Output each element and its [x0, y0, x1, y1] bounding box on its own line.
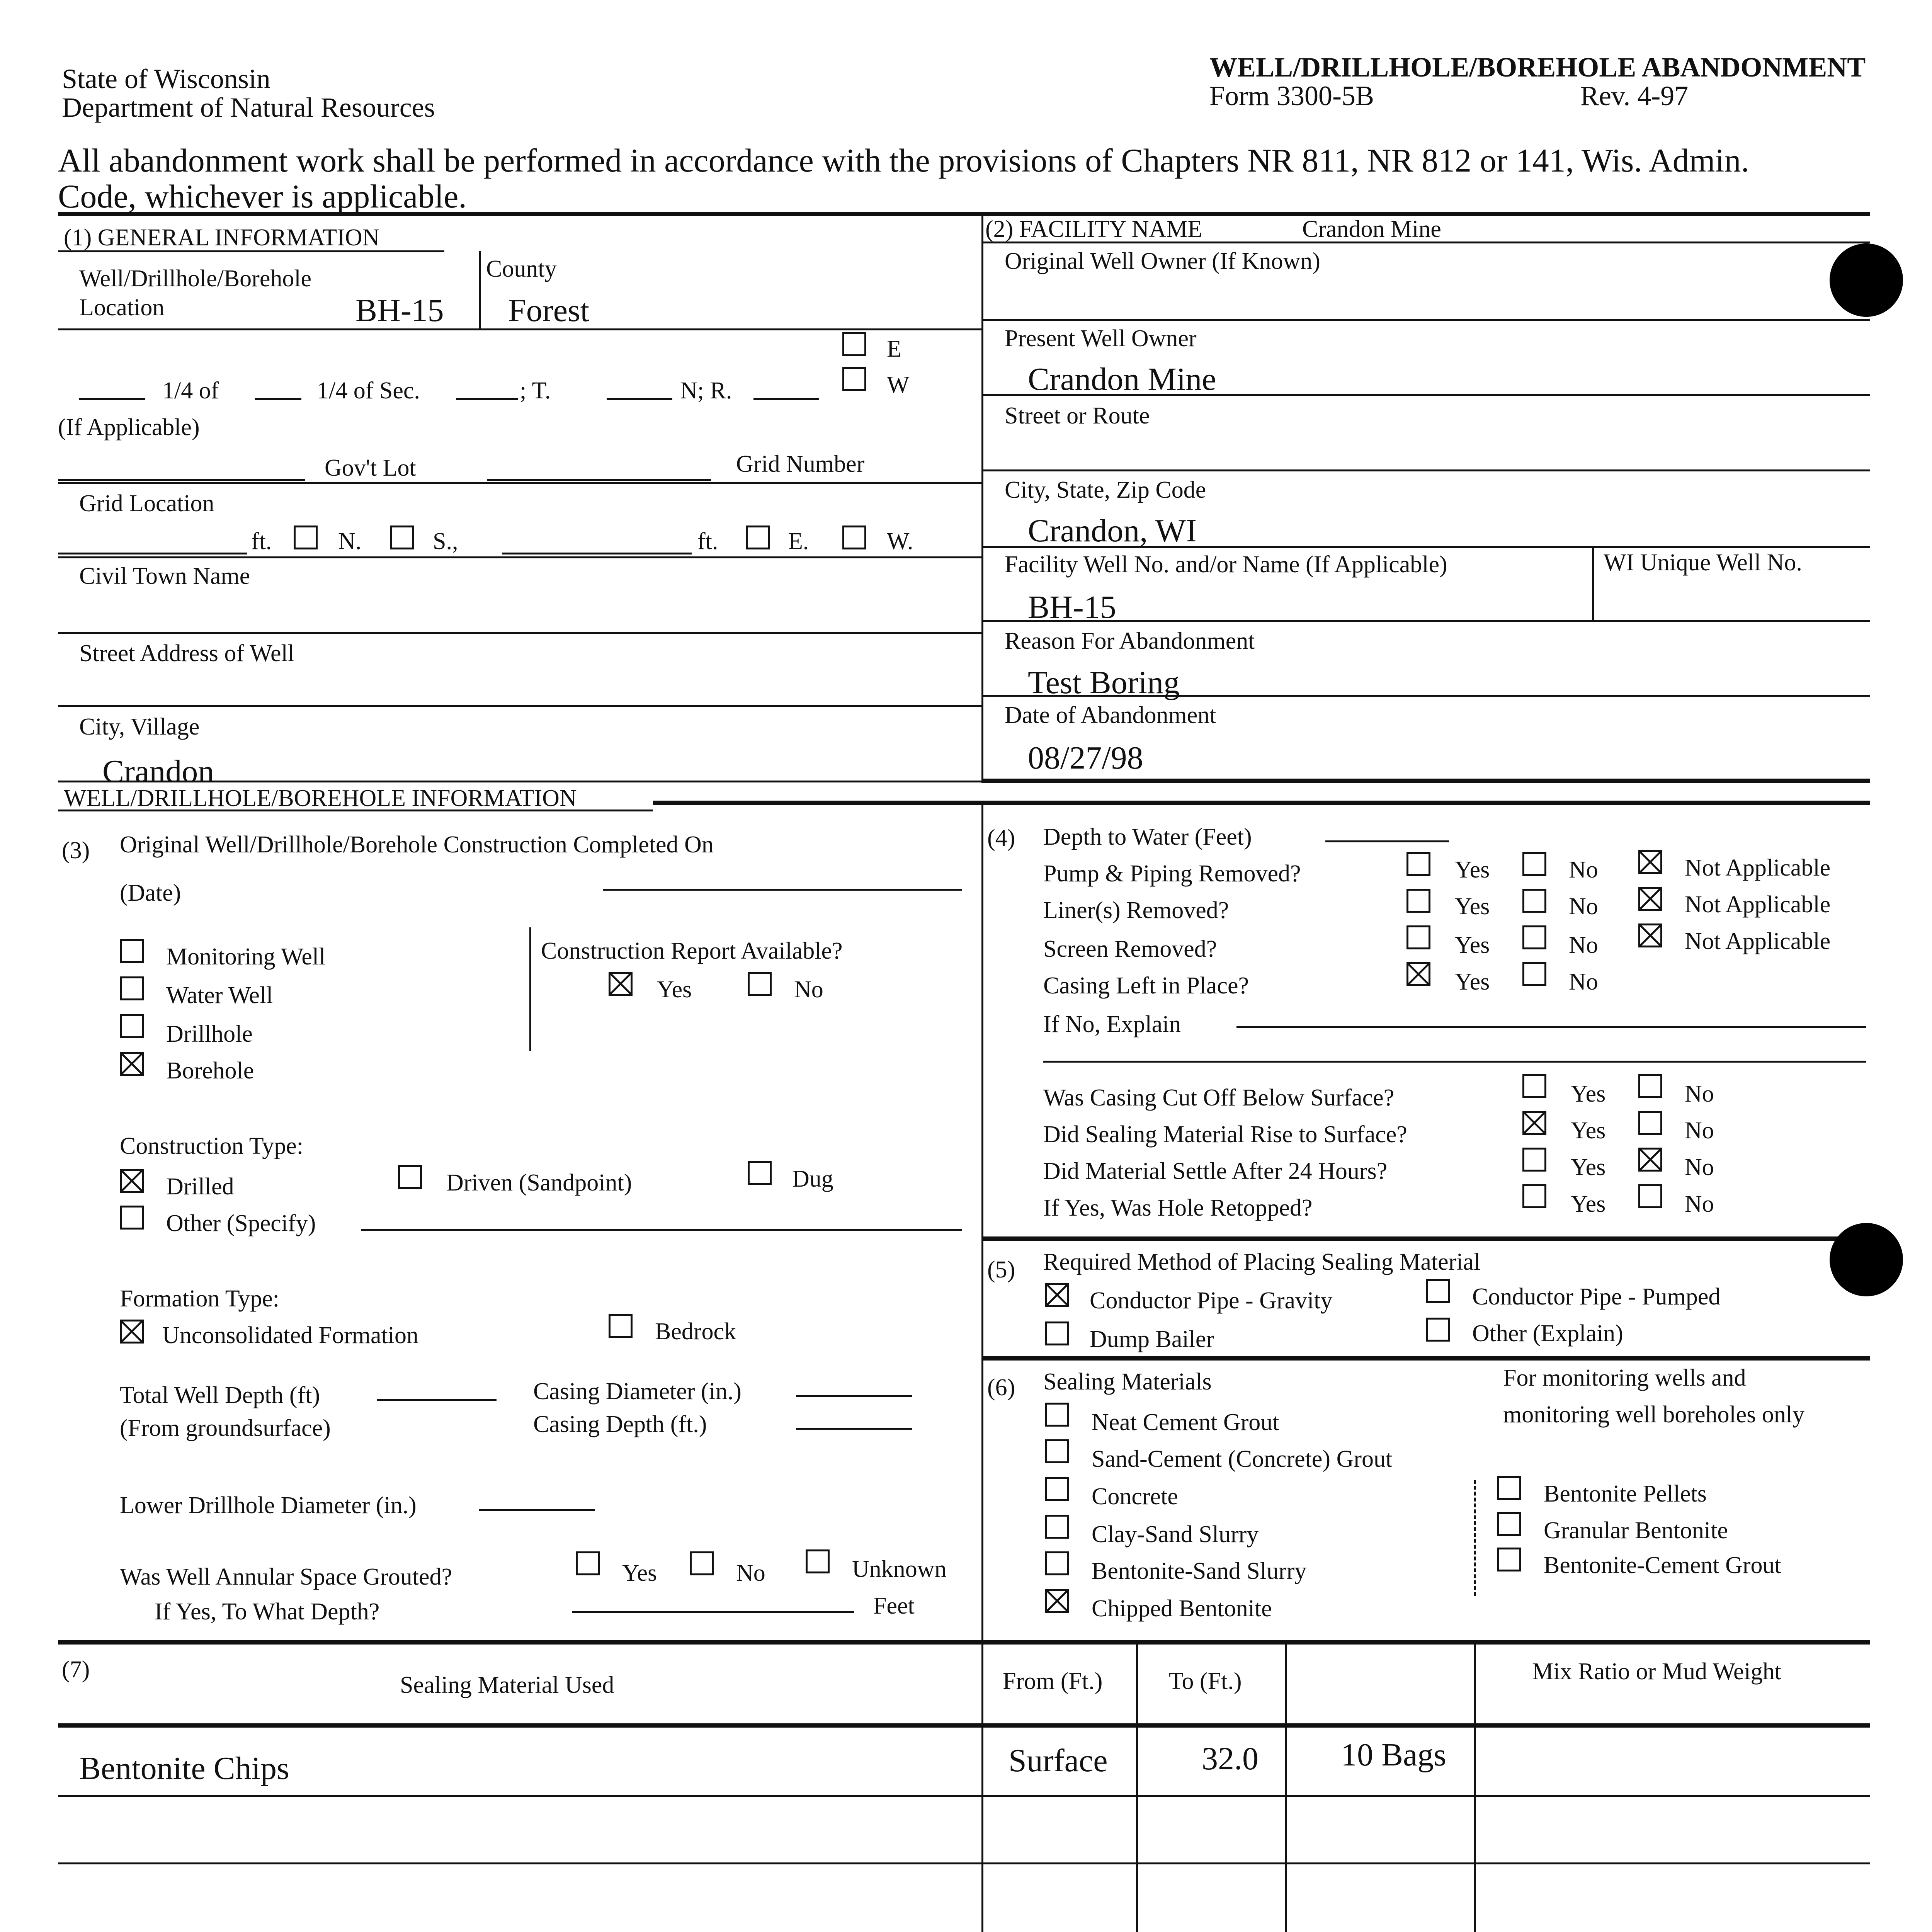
yes-label: Yes — [1571, 1191, 1606, 1217]
to-header: To (Ft.) — [1169, 1668, 1242, 1694]
if-no-explain-label: If No, Explain — [1043, 1011, 1181, 1037]
if-no-explain-blank[interactable] — [1236, 1026, 1866, 1028]
other-specify-label: Other (Specify) — [166, 1210, 316, 1236]
heavy-rule — [58, 1640, 1870, 1645]
no-label: No — [1685, 1117, 1714, 1144]
pump-no-checkbox[interactable] — [1522, 852, 1546, 876]
sand-cement-checkbox[interactable] — [1045, 1439, 1069, 1463]
west-checkbox[interactable] — [842, 367, 866, 391]
yes-label: Yes — [1455, 857, 1490, 883]
construction-type-label: Construction Type: — [120, 1133, 303, 1159]
township-label: ; T. — [520, 378, 551, 404]
pumped-label: Conductor Pipe - Pumped — [1472, 1284, 1721, 1310]
retopped-label: If Yes, Was Hole Retopped? — [1043, 1195, 1313, 1221]
city-village-value[interactable]: Crandon — [102, 753, 214, 789]
screen-label: Screen Removed? — [1043, 936, 1217, 962]
retopped-yes-checkbox[interactable] — [1522, 1184, 1546, 1208]
monitor-item-label: Bentonite-Cement Grout — [1544, 1552, 1781, 1578]
sec-blank[interactable] — [456, 398, 518, 400]
section-3-number: (3) — [62, 837, 90, 864]
screen-no-checkbox[interactable] — [1522, 925, 1546, 949]
heavy-rule — [981, 1356, 1870, 1361]
lower-diameter-label: Lower Drillhole Diameter (in.) — [120, 1492, 417, 1519]
form-revision: Rev. 4-97 — [1580, 80, 1689, 111]
driven-checkbox[interactable] — [398, 1165, 422, 1189]
south-checkbox[interactable] — [390, 526, 414, 549]
west-label: W — [887, 372, 910, 398]
grid-ft-ew-blank[interactable] — [502, 553, 692, 554]
bedrock-checkbox[interactable] — [609, 1314, 633, 1338]
material-settle-label: Did Material Settle After 24 Hours? — [1043, 1158, 1388, 1184]
water-well-checkbox[interactable] — [120, 976, 144, 1000]
no-label: No — [1685, 1081, 1714, 1107]
table-cell-quantity[interactable]: 10 Bags — [1341, 1737, 1446, 1773]
liner-label: Liner(s) Removed? — [1043, 897, 1229, 923]
other-explain-label: Other (Explain) — [1472, 1320, 1623, 1347]
construction-report-yes-checkbox[interactable] — [609, 972, 633, 996]
feet-label: Feet — [873, 1593, 915, 1619]
street-route-label: Street or Route — [1005, 403, 1150, 429]
table-col — [981, 1644, 983, 1932]
no-label: No — [794, 976, 823, 1003]
construction-report-divider — [529, 927, 531, 1051]
material-settle-no-checkbox[interactable] — [1638, 1148, 1662, 1172]
city-state-zip-value[interactable]: Crandon, WI — [1028, 513, 1197, 549]
quarter-blank[interactable] — [79, 398, 145, 400]
drilled-label: Drilled — [166, 1173, 234, 1200]
row-rule — [58, 705, 981, 707]
what-depth-blank[interactable] — [572, 1611, 854, 1613]
date-abandon-value[interactable]: 08/27/98 — [1028, 740, 1143, 776]
table-cell-to[interactable]: 32.0 — [1202, 1741, 1259, 1777]
intro-line-2: Code, whichever is applicable. — [58, 178, 467, 215]
dump-bailer-checkbox[interactable] — [1045, 1321, 1069, 1345]
dug-label: Dug — [792, 1166, 833, 1192]
casing-depth-blank[interactable] — [796, 1428, 912, 1430]
section-6-title: Sealing Materials — [1043, 1369, 1212, 1395]
type-label: Drillhole — [166, 1021, 253, 1047]
table-row-rule — [58, 1862, 1870, 1864]
from-ground-label: (From groundsurface) — [120, 1415, 331, 1441]
material-label: Sand-Cement (Concrete) Grout — [1092, 1446, 1393, 1472]
material-rise-label: Did Sealing Material Rise to Surface? — [1043, 1121, 1407, 1148]
no-label: No — [1685, 1191, 1714, 1217]
facility-well-value[interactable]: BH-15 — [1028, 589, 1116, 625]
material-label: Concrete — [1092, 1483, 1178, 1510]
na-label: Not Applicable — [1685, 891, 1831, 918]
east-grid-checkbox[interactable] — [746, 526, 770, 549]
date-label: (Date) — [120, 880, 181, 906]
section-1-underline — [58, 250, 444, 252]
annular-unknown-checkbox[interactable] — [806, 1549, 830, 1573]
casing-left-label: Casing Left in Place? — [1043, 973, 1249, 999]
row-rule — [981, 319, 1870, 321]
punch-hole — [1830, 243, 1903, 317]
lower-diameter-blank[interactable] — [479, 1509, 595, 1511]
no-label: No — [1569, 969, 1598, 995]
material-label: Clay-Sand Slurry — [1092, 1521, 1259, 1548]
borehole-checkbox[interactable] — [120, 1052, 144, 1076]
no-label: No — [1569, 857, 1598, 883]
other-specify-blank[interactable] — [361, 1229, 962, 1231]
section-6-number: (6) — [987, 1374, 1015, 1401]
heavy-rule — [981, 779, 1870, 783]
row-rule — [981, 620, 1870, 622]
formation-type-label: Formation Type: — [120, 1286, 279, 1312]
retopped-no-checkbox[interactable] — [1638, 1184, 1662, 1208]
bedrock-label: Bedrock — [655, 1318, 736, 1345]
drilled-checkbox[interactable] — [120, 1169, 144, 1193]
what-depth-label: If Yes, To What Depth? — [155, 1599, 380, 1625]
material-label: Bentonite-Sand Slurry — [1092, 1558, 1307, 1584]
casing-cut-yes-checkbox[interactable] — [1522, 1074, 1546, 1098]
city-village-label: City, Village — [79, 714, 200, 740]
row-rule — [981, 695, 1870, 697]
gravity-checkbox[interactable] — [1045, 1283, 1069, 1307]
material-rise-no-checkbox[interactable] — [1638, 1111, 1662, 1135]
grid-number-blank[interactable] — [487, 479, 711, 481]
yes-label: Yes — [1455, 969, 1490, 995]
quarter-sec-label: 1/4 of Sec. — [317, 378, 420, 404]
row-rule — [981, 469, 1870, 471]
pumped-checkbox[interactable] — [1426, 1279, 1450, 1303]
wi-unique-label: WI Unique Well No. — [1604, 549, 1802, 576]
concrete-checkbox[interactable] — [1045, 1477, 1069, 1501]
drillhole-checkbox[interactable] — [120, 1014, 144, 1038]
na-label: Not Applicable — [1685, 928, 1831, 954]
quarter-sec-blank[interactable] — [255, 398, 301, 400]
quarter-of-label: 1/4 of — [162, 378, 219, 404]
street-address-label: Street Address of Well — [79, 640, 294, 667]
monitor-note-1: For monitoring wells and — [1503, 1365, 1746, 1391]
table-col — [1136, 1644, 1138, 1932]
department-name: Department of Natural Resources — [62, 92, 435, 123]
type-label: Monitoring Well — [166, 944, 326, 970]
civil-town-label: Civil Town Name — [79, 563, 250, 589]
material-rise-yes-checkbox[interactable] — [1522, 1111, 1546, 1135]
pump-yes-checkbox[interactable] — [1406, 852, 1430, 876]
yes-label: Yes — [622, 1560, 657, 1586]
neat-cement-checkbox[interactable] — [1045, 1403, 1069, 1427]
column-divider — [981, 804, 983, 1642]
construction-date-blank[interactable] — [603, 889, 962, 891]
liner-no-checkbox[interactable] — [1522, 889, 1546, 913]
material-settle-yes-checkbox[interactable] — [1522, 1148, 1546, 1172]
no-label: No — [1569, 932, 1598, 958]
bentonite-cement-checkbox[interactable] — [1497, 1548, 1521, 1571]
east-label: E — [887, 336, 901, 362]
table-col — [1285, 1644, 1287, 1932]
west-grid-label: W. — [887, 528, 913, 554]
sealing-material-header: Sealing Material Used — [400, 1672, 614, 1698]
yes-label: Yes — [1455, 932, 1490, 958]
granular-bentonite-checkbox[interactable] — [1497, 1512, 1521, 1536]
well-info-underline — [58, 810, 653, 811]
govt-lot-label: Gov't Lot — [325, 455, 416, 481]
ft-label: ft. — [697, 528, 718, 554]
yes-label: Yes — [1571, 1117, 1606, 1144]
type-label: Borehole — [166, 1058, 254, 1084]
row-rule — [58, 328, 981, 330]
original-owner-label: Original Well Owner (If Known) — [1005, 248, 1320, 274]
casing-left-no-checkbox[interactable] — [1522, 962, 1546, 986]
reason-label: Reason For Abandonment — [1005, 628, 1255, 654]
grid-location-label: Grid Location — [79, 490, 214, 517]
section-1-title: (1) GENERAL INFORMATION — [64, 224, 380, 251]
grid-number-label: Grid Number — [736, 451, 865, 477]
location-label-2: Location — [79, 294, 165, 321]
east-checkbox[interactable] — [842, 332, 866, 356]
annular-no-checkbox[interactable] — [690, 1551, 714, 1575]
screen-na-checkbox[interactable] — [1638, 923, 1662, 947]
govt-lot-blank[interactable] — [58, 479, 305, 481]
column-divider — [981, 214, 983, 782]
unconsolidated-label: Unconsolidated Formation — [162, 1322, 418, 1349]
section-5-number: (5) — [987, 1257, 1015, 1283]
gravity-label: Conductor Pipe - Gravity — [1090, 1287, 1333, 1314]
heavy-rule — [981, 1236, 1870, 1241]
if-no-explain-blank-2[interactable] — [1043, 1061, 1866, 1063]
if-applicable-label: (If Applicable) — [58, 414, 200, 440]
county-divider — [479, 251, 481, 330]
yes-label: Yes — [1571, 1081, 1606, 1107]
monitor-divider — [1474, 1480, 1476, 1596]
yes-label: Yes — [657, 976, 692, 1003]
depth-to-water-blank[interactable] — [1325, 840, 1449, 842]
row-rule — [981, 394, 1870, 396]
type-label: Water Well — [166, 982, 273, 1009]
bentonite-pellets-checkbox[interactable] — [1497, 1476, 1521, 1500]
intro-line-1: All abandonment work shall be performed in accordance with the provisions of Chapters NR 811, NR 812 or 141, Wis. Admin. — [58, 142, 1749, 179]
wi-unique-divider — [1592, 546, 1594, 621]
range-label: N; R. — [680, 378, 732, 404]
clay-sand-checkbox[interactable] — [1045, 1515, 1069, 1539]
present-owner-label: Present Well Owner — [1005, 325, 1197, 352]
dump-bailer-label: Dump Bailer — [1090, 1326, 1214, 1352]
north-checkbox[interactable] — [294, 526, 318, 549]
other-explain-checkbox[interactable] — [1426, 1318, 1450, 1342]
annular-yes-checkbox[interactable] — [576, 1551, 600, 1575]
north-label: N. — [338, 528, 362, 554]
dug-checkbox[interactable] — [748, 1161, 772, 1185]
table-col — [1474, 1644, 1476, 1932]
table-cell-material[interactable]: Bentonite Chips — [79, 1750, 289, 1786]
county-label: County — [486, 256, 557, 282]
total-depth-label: Total Well Depth (ft) — [120, 1382, 320, 1408]
section-2-title: (2) FACILITY NAME — [985, 216, 1202, 242]
casing-diameter-label: Casing Diameter (in.) — [533, 1378, 742, 1405]
casing-depth-label: Casing Depth (ft.) — [533, 1411, 707, 1437]
table-cell-from[interactable]: Surface — [1009, 1743, 1108, 1779]
depth-to-water-label: Depth to Water (Feet) — [1043, 824, 1252, 850]
bentonite-sand-checkbox[interactable] — [1045, 1551, 1069, 1575]
location-label: Well/Drillhole/Borehole — [79, 265, 312, 292]
annular-label: Was Well Annular Space Grouted? — [120, 1564, 452, 1590]
state-name: State of Wisconsin — [62, 63, 270, 94]
screen-yes-checkbox[interactable] — [1406, 925, 1430, 949]
from-header: From (Ft.) — [1003, 1668, 1103, 1694]
township-blank[interactable] — [607, 398, 672, 400]
material-label: Neat Cement Grout — [1092, 1409, 1279, 1435]
row-rule — [58, 482, 981, 484]
no-label: No — [1569, 893, 1598, 920]
total-depth-blank[interactable] — [377, 1399, 497, 1401]
chipped-bentonite-checkbox[interactable] — [1045, 1589, 1069, 1613]
range-blank[interactable] — [753, 398, 819, 400]
construction-report-label: Construction Report Available? — [541, 938, 843, 964]
liner-na-checkbox[interactable] — [1638, 887, 1662, 911]
construction-report-no-checkbox[interactable] — [748, 972, 772, 996]
monitor-item-label: Granular Bentonite — [1544, 1517, 1728, 1544]
no-label: No — [736, 1560, 765, 1586]
monitoring-well-checkbox[interactable] — [120, 939, 144, 963]
section-3-label: Original Well/Drillhole/Borehole Construction Completed On — [120, 832, 714, 858]
facility-well-label: Facility Well No. and/or Name (If Applicable) — [1005, 551, 1447, 578]
material-label: Chipped Bentonite — [1092, 1595, 1272, 1622]
mix-ratio-header: Mix Ratio or Mud Weight — [1532, 1658, 1781, 1685]
table-row-rule — [58, 1795, 1870, 1797]
reason-value[interactable]: Test Boring — [1028, 665, 1180, 701]
yes-label: Yes — [1571, 1154, 1606, 1180]
row-rule — [58, 781, 981, 782]
ft-label: ft. — [251, 528, 272, 554]
county-value[interactable]: Forest — [508, 293, 589, 328]
row-rule — [58, 632, 981, 634]
monitor-note-2: monitoring well boreholes only — [1503, 1401, 1805, 1428]
punch-hole — [1830, 1223, 1903, 1296]
top-rule — [58, 212, 1870, 216]
no-label: No — [1685, 1154, 1714, 1180]
section-7-number: (7) — [62, 1656, 90, 1683]
facility-name-value[interactable]: Crandon Mine — [1302, 216, 1441, 242]
south-label: S., — [433, 528, 458, 554]
driven-label: Driven (Sandpoint) — [446, 1170, 632, 1196]
other-type-checkbox[interactable] — [120, 1206, 144, 1230]
date-abandon-label: Date of Abandonment — [1005, 702, 1216, 728]
unknown-label: Unknown — [852, 1556, 947, 1582]
form-number: Form 3300-5B — [1209, 80, 1374, 111]
pump-piping-label: Pump & Piping Removed? — [1043, 861, 1301, 887]
grid-ft-ns-blank[interactable] — [58, 553, 247, 554]
row-rule — [981, 546, 1870, 548]
present-owner-value[interactable]: Crandon Mine — [1028, 361, 1216, 397]
casing-left-yes-checkbox[interactable] — [1406, 962, 1430, 986]
section-5-title: Required Method of Placing Sealing Material — [1043, 1249, 1481, 1275]
liner-yes-checkbox[interactable] — [1406, 889, 1430, 913]
heavy-rule — [58, 1723, 1870, 1728]
casing-cut-no-checkbox[interactable] — [1638, 1074, 1662, 1098]
form-title: WELL/DRILLHOLE/BOREHOLE ABANDONMENT — [1209, 52, 1866, 83]
casing-cut-label: Was Casing Cut Off Below Surface? — [1043, 1085, 1395, 1111]
monitor-item-label: Bentonite Pellets — [1544, 1481, 1707, 1507]
east-grid-label: E. — [788, 528, 809, 554]
west-grid-checkbox[interactable] — [842, 526, 866, 549]
casing-diameter-blank[interactable] — [796, 1395, 912, 1397]
city-state-zip-label: City, State, Zip Code — [1005, 477, 1206, 503]
na-label: Not Applicable — [1685, 855, 1831, 881]
section-4-number: (4) — [987, 825, 1015, 851]
yes-label: Yes — [1455, 893, 1490, 920]
well-info-title: WELL/DRILLHOLE/BOREHOLE INFORMATION — [64, 785, 577, 811]
section-2-underline — [981, 242, 1870, 243]
unconsolidated-checkbox[interactable] — [120, 1320, 144, 1344]
location-value[interactable]: BH-15 — [355, 293, 444, 328]
heavy-rule — [653, 801, 1870, 805]
pump-na-checkbox[interactable] — [1638, 850, 1662, 874]
row-rule — [58, 556, 981, 558]
